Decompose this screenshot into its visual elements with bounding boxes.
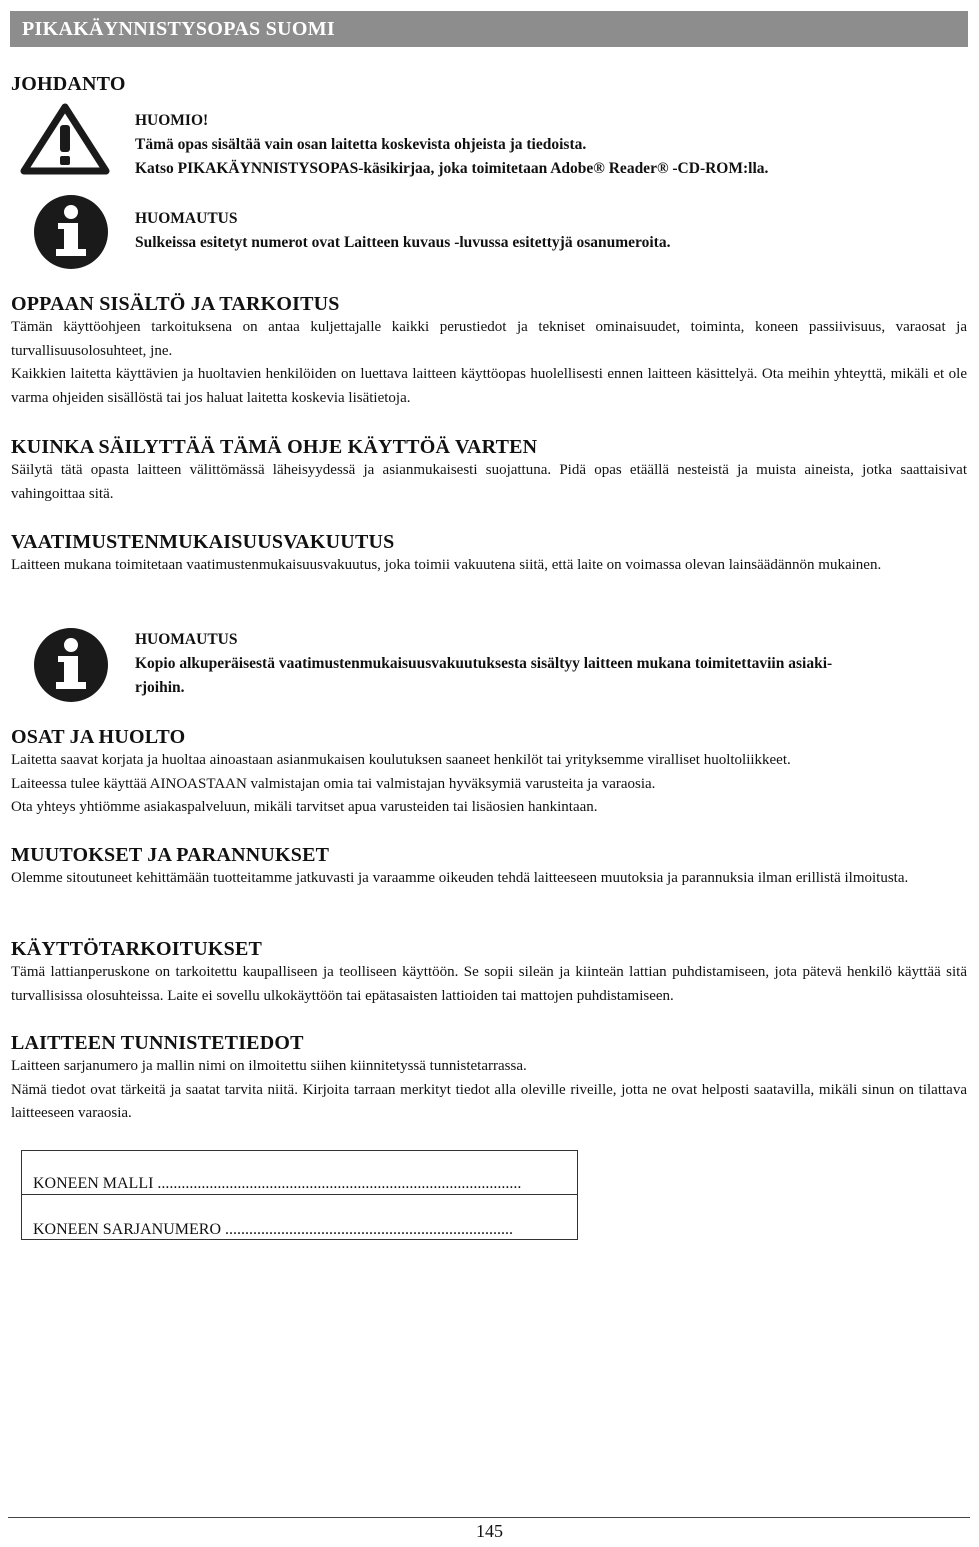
identification-paragraph: Nämä tiedot ovat tärkeitä ja saatat tarvita niitä. Kirjoita tarraan merkityt tiedot alla oleville riveille, jotta ne ovat helposti saatavilla, mikäli sinun on tilattava laitteeseen varaosia. xyxy=(11,1081,967,1121)
storage-section xyxy=(11,435,967,506)
info-icon xyxy=(32,626,110,709)
contents-heading: OPPAAN SISÄLTÖ JA TARKOITUS xyxy=(11,293,340,315)
footer-divider xyxy=(8,1517,970,1518)
changes-section xyxy=(11,843,967,891)
warning-triangle-icon xyxy=(20,103,110,180)
warning-title: HUOMIO! xyxy=(135,112,209,129)
parts-paragraph: Laitetta saavat korjata ja huoltaa ainoastaan asianmukaisen koulutuksen saaneet henkilöt tai yrityksemme viralliset huoltoliikkeet. xyxy=(11,752,791,768)
usage-heading: KÄYTTÖTARKOITUKSET xyxy=(11,938,263,960)
machine-id-box xyxy=(21,1150,578,1240)
contents-paragraph: Tämän käyttöohjeen tarkoituksena on antaa kuljettajalle kaikki perustiedot ja tekniset ominaisuudet, toiminta, koneen passiivisuus, varaosat ja turvallisuusolosuhteet, jne. xyxy=(11,319,967,359)
machine-model-line: KONEEN MALLI ........................................................................................... xyxy=(22,1151,577,1195)
storage-heading: KUINKA SÄILYTTÄÄ TÄMÄ OHJE KÄYTTÖÄ VARTEN xyxy=(11,436,538,458)
conformity-paragraph: Laitteen mukana toimitetaan vaatimustenmukaisuusvakuutus, joka toimii vakuutena siitä, että laite on voimassa olevan lainsäädännön mukainen. xyxy=(11,557,882,573)
usage-paragraph: Tämä lattianperuskone on tarkoitettu kaupalliseen ja teolliseen käyttöön. Se sopii sileän ja kiinteän lattian puhdistamiseen, jota pätevä henkilö käyttää sitä turvallisissa olosuhteissa. Laite ei sovellu ulkokäyttöön tai epätasaisten lattioiden tai mattojen puhdistamiseen. xyxy=(11,964,967,1004)
identification-paragraph: Laitteen sarjanumero ja mallin nimi on ilmoitettu siihen kiinnitetyssä tunnistetarrassa. xyxy=(11,1058,527,1074)
intro-section xyxy=(11,72,967,96)
warning-text: Tämä opas sisältää vain osan laitetta koskevista ohjeista ja tiedoista. xyxy=(135,136,587,153)
parts-heading: OSAT JA HUOLTO xyxy=(11,726,186,748)
storage-paragraph: Säilytä tätä opasta laitteen välittömässä läheisyydessä ja asianmukaisesti suojattuna. Pidä opas etäällä nesteistä ja muista aineista, jotka saattaisivat vahingoittaa sitä. xyxy=(11,462,967,502)
note-title: HUOMAUTUS xyxy=(135,631,238,648)
conformity-section xyxy=(11,530,967,578)
page-header-banner: PIKAKÄYNNISTYSOPAS SUOMI xyxy=(10,11,968,47)
contents-section xyxy=(11,292,967,410)
intro-heading: JOHDANTO xyxy=(11,73,126,95)
note-title: HUOMAUTUS xyxy=(135,210,238,227)
note-text: Sulkeissa esitetyt numerot ovat Laitteen kuvaus -luvussa esitettyjä osanumeroita. xyxy=(135,234,671,251)
conformity-heading: VAATIMUSTENMUKAISUUSVAKUUTUS xyxy=(11,531,395,553)
page-number: 145 xyxy=(476,1521,503,1541)
note-text: Kopio alkuperäisestä vaatimustenmukaisuusvakuutuksesta sisältyy laitteen mukana toimitettaviin asiaki- xyxy=(135,655,833,672)
contents-paragraph: Kaikkien laitetta käyttävien ja huoltavien henkilöiden on luettava laitteen käyttöopas huolellisesti ennen laitteen käsittelyä. Ota meihin yhteyttä, mikäli et ole varma ohjeiden sisällöstä tai jos haluat laitetta koskevia lisätietoja. xyxy=(11,366,967,406)
parts-paragraph: Ota yhteys yhtiömme asiakaspalveluun, mikäli tarvitset apua varusteiden tai lisäosien hankintaan. xyxy=(11,799,598,815)
warning-text: Katso PIKAKÄYNNISTYSOPAS-käsikirjaa, joka toimitetaan Adobe® Reader® -CD-ROM:lla. xyxy=(135,160,769,177)
usage-section xyxy=(11,937,967,1008)
note-text: rjoihin. xyxy=(135,679,185,696)
changes-paragraph: Olemme sitoutuneet kehittämään tuotteitamme jatkuvasti ja varaamme oikeuden tehdä laitteeseen muutoksia ja parannuksia ilman erillistä ilmoitusta. xyxy=(11,870,909,886)
machine-serial-line: KONEEN SARJANUMERO ........................................................................ xyxy=(33,1221,514,1238)
info-icon xyxy=(32,193,110,276)
parts-section xyxy=(11,725,967,820)
parts-paragraph: Laiteessa tulee käyttää AINOASTAAN valmistajan omia tai valmistajan hyväksymiä varusteita ja varaosia. xyxy=(11,775,656,792)
changes-heading: MUUTOKSET JA PARANNUKSET xyxy=(11,844,330,866)
identification-section xyxy=(11,1031,967,1126)
identification-heading: LAITTEEN TUNNISTETIEDOT xyxy=(11,1032,304,1054)
